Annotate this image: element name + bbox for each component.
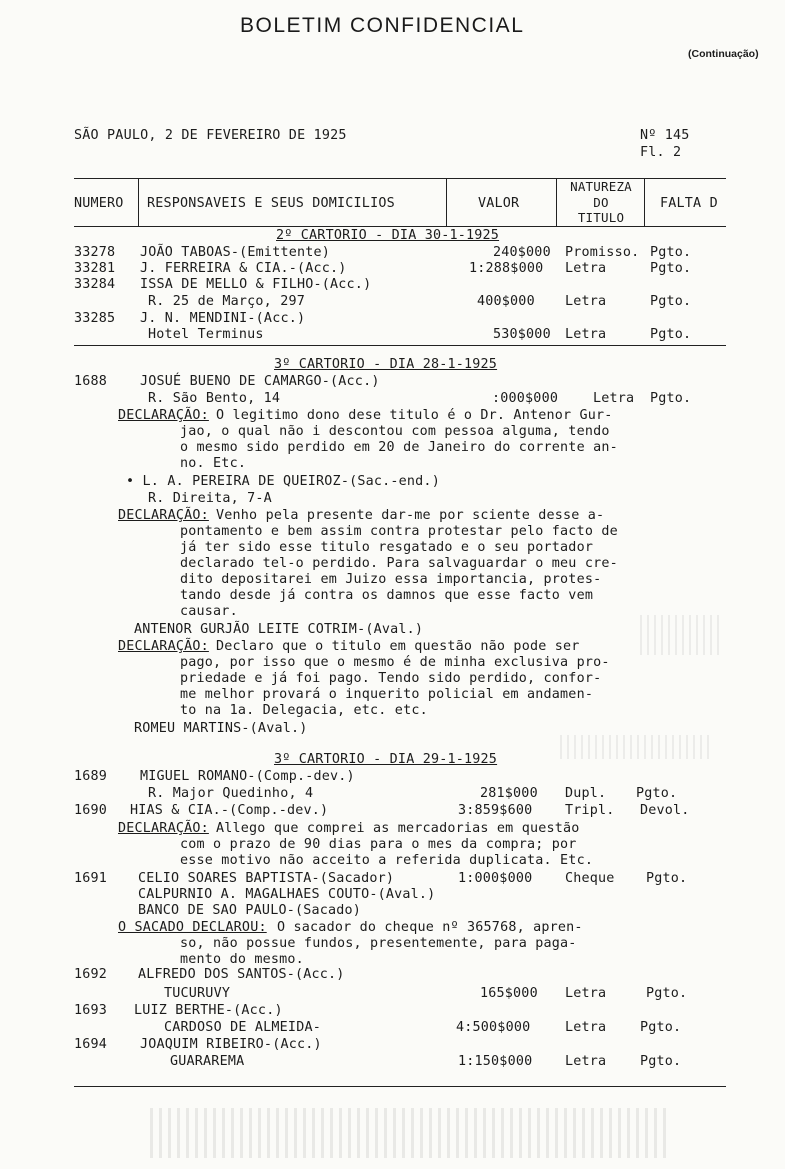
entry-fault: Pgto. bbox=[646, 986, 688, 1001]
declaration-text: já ter sido esse titulo resgatado e o seu portador bbox=[180, 540, 594, 555]
entry-number: 1690 bbox=[74, 803, 108, 818]
declaration-text: declarado tel-o perdido. Para salvaguardar o meu cre- bbox=[180, 556, 618, 571]
entry-value: 1:150$000 bbox=[458, 1054, 533, 1069]
section-heading-2: 3º CARTORIO - DIA 28-1-1925 bbox=[274, 357, 498, 372]
entry-address: Hotel Terminus bbox=[148, 327, 264, 342]
entry-value: 1:000$000 bbox=[458, 871, 533, 886]
entry-party: HIAS & CIA.-(Comp.-dev.) bbox=[130, 803, 329, 818]
entry-value: 165$000 bbox=[480, 986, 538, 1001]
declaration-label: DECLARAÇÃO: bbox=[118, 508, 209, 523]
entry-party: ISSA DE MELLO & FILHO-(Acc.) bbox=[140, 277, 372, 292]
declaration-text: to na 1a. Delegacia, etc. etc. bbox=[180, 703, 428, 718]
entry-address: TUCURUVY bbox=[164, 986, 231, 1001]
col-divider-4 bbox=[644, 178, 645, 226]
entry-nature: Letra bbox=[565, 1020, 607, 1035]
entry-number: 1692 bbox=[74, 967, 108, 982]
entry-nature: Letra bbox=[565, 1054, 607, 1069]
document-title: BOLETIM CONFIDENCIAL bbox=[240, 14, 525, 37]
declaration-label: DECLARAÇÃO: bbox=[118, 821, 209, 836]
entry-address: R. Major Quedinho, 4 bbox=[148, 786, 314, 801]
entry-nature: Letra bbox=[593, 391, 635, 406]
sacado-text: so, não possue fundos, presentemente, para paga- bbox=[180, 936, 577, 951]
declaration-text: o mesmo sido perdido em 20 de Janeiro do corrente an- bbox=[180, 440, 618, 455]
entry-nature: Letra bbox=[565, 327, 607, 342]
col-divider-3 bbox=[556, 178, 557, 226]
declaration-text: Venho pela presente dar-me por sciente desse a- bbox=[216, 508, 605, 523]
col-header-natureza-3: TITULO bbox=[577, 210, 625, 225]
bleed-through-noise bbox=[640, 615, 720, 655]
entry-fault: Pgto. bbox=[650, 327, 692, 342]
declaration-text: priedade e já foi pago. Tendo sido perdido, confor- bbox=[180, 671, 602, 686]
entry-party: CELIO SOARES BAPTISTA-(Sacador) bbox=[138, 871, 395, 886]
entry-nature: Tripl. bbox=[565, 803, 615, 818]
declaration-label: DECLARAÇÃO: bbox=[118, 639, 209, 654]
entry-address: R. São Bento, 14 bbox=[148, 391, 281, 406]
col-header-numero: NUMERO bbox=[74, 196, 124, 211]
declaration-text: no. Etc. bbox=[180, 456, 247, 471]
sacado-text: mento do mesmo. bbox=[180, 952, 304, 967]
sacador-name: L. A. PEREIRA DE QUEIROZ-(Sac.-end.) bbox=[142, 474, 440, 489]
continuation-note: (Continuação) bbox=[688, 48, 759, 60]
sacado-text: O sacador do cheque nº 365768, apren- bbox=[277, 920, 583, 935]
entry-value: 530$000 bbox=[493, 327, 551, 342]
bleed-through-noise bbox=[560, 735, 710, 759]
declaration-label: DECLARAÇÃO: bbox=[118, 408, 209, 423]
entry-address: GUARAREMA bbox=[170, 1054, 245, 1069]
entry-nature: Promisso. bbox=[565, 245, 640, 260]
entry-fault: Pgto. bbox=[650, 294, 692, 309]
entry-number: 1689 bbox=[74, 769, 108, 784]
aval-name: ROMEU MARTINS-(Aval.) bbox=[134, 721, 308, 736]
aval-name: ANTENOR GURJÃO LEITE COTRIM-(Aval.) bbox=[134, 622, 424, 637]
declaration-text: com o prazo de 90 dias para o mes da compra; por bbox=[180, 837, 577, 852]
entry-fault: Pgto. bbox=[640, 1054, 682, 1069]
col-header-valor: VALOR bbox=[478, 196, 520, 211]
bottom-rule bbox=[74, 1086, 726, 1087]
entry-value: 240$000 bbox=[493, 245, 551, 260]
col-divider-1 bbox=[138, 178, 139, 226]
entry-number: 33284 bbox=[74, 277, 116, 292]
header-rule-bottom bbox=[74, 226, 726, 227]
declaration-text: jao, o qual não i descontou com pessoa alguma, tendo bbox=[180, 424, 610, 439]
declaration-text: me melhor provará o inquerito policial em andamen- bbox=[180, 687, 594, 702]
col-header-natureza-1: NATUREZA bbox=[570, 179, 632, 194]
section-heading-3: 3º CARTORIO - DIA 29-1-1925 bbox=[274, 752, 498, 767]
entry-value: 281$000 bbox=[480, 786, 538, 801]
entry-number: 33278 bbox=[74, 245, 116, 260]
declaration-text: pago, por isso que o mesmo é de minha exclusiva pro- bbox=[180, 655, 610, 670]
entry-value: 400$000 bbox=[477, 294, 535, 309]
entry-fault: Pgto. bbox=[650, 391, 692, 406]
entry-party: MIGUEL ROMANO-(Comp.-dev.) bbox=[140, 769, 355, 784]
entry-number: 1691 bbox=[74, 871, 108, 886]
entry-number: 1688 bbox=[74, 374, 108, 389]
entry-fault: Pgto. bbox=[640, 1020, 682, 1035]
declaration-text: Declaro que o titulo em questão não pode ser bbox=[216, 639, 580, 654]
entry-party: ALFREDO DOS SANTOS-(Acc.) bbox=[138, 967, 345, 982]
entry-fault: Pgto. bbox=[650, 261, 692, 276]
bleed-through-noise bbox=[150, 1108, 670, 1158]
entry-address: CARDOSO DE ALMEIDA- bbox=[164, 1020, 321, 1035]
col-header-responsaveis: RESPONSAVEIS E SEUS DOMICILIOS bbox=[147, 196, 395, 211]
sheet-number: Fl. 2 bbox=[640, 145, 682, 160]
declaration-text: dito depositarei em Juizo essa importancia, protes- bbox=[180, 572, 602, 587]
section-heading-1: 2º CARTORIO - DIA 30-1-1925 bbox=[276, 228, 500, 243]
entry-value: :000$000 bbox=[492, 391, 559, 406]
declaration-text: causar. bbox=[180, 604, 238, 619]
entry-nature: Dupl. bbox=[565, 786, 607, 801]
entry-nature: Letra bbox=[565, 986, 607, 1001]
entry-nature: Letra bbox=[565, 294, 607, 309]
entry-fault: Pgto. bbox=[646, 871, 688, 886]
declaration-text: tando desde já contra os damnos que esse facto vem bbox=[180, 588, 594, 603]
entry-party: JOÃO TABOAS-(Emittente) bbox=[140, 245, 331, 260]
declaration-text: pontamento e bem assim contra protestar pelo facto de bbox=[180, 524, 618, 539]
entry-value: 4:500$000 bbox=[456, 1020, 531, 1035]
col-header-natureza-2: DO bbox=[593, 195, 609, 210]
entry-party: CALPURNIO A. MAGALHAES COUTO-(Aval.) bbox=[138, 887, 436, 902]
entry-fault: Pgto. bbox=[650, 245, 692, 260]
entry-party: LUIZ BERTHE-(Acc.) bbox=[134, 1003, 283, 1018]
entry-number: 33285 bbox=[74, 311, 116, 326]
entry-fault: Devol. bbox=[640, 803, 690, 818]
declaration-text: esse motivo não acceito a referida duplicata. Etc. bbox=[180, 853, 594, 868]
place-date: SÃO PAULO, 2 DE FEVEREIRO DE 1925 bbox=[74, 128, 347, 143]
entry-value: 3:859$600 bbox=[458, 803, 533, 818]
entry-number: 1694 bbox=[74, 1037, 108, 1052]
entry-party: JOSUÉ BUENO DE CAMARGO-(Acc.) bbox=[140, 374, 380, 389]
sacador-address: R. Direita, 7-A bbox=[148, 491, 272, 506]
declaration-text: O legitimo dono dese titulo é o Dr. Antenor Gur- bbox=[216, 408, 613, 423]
entry-party: J. N. MENDINI-(Acc.) bbox=[140, 311, 306, 326]
entry-party: J. FERREIRA & CIA.-(Acc.) bbox=[140, 261, 347, 276]
declaration-text: Allego que comprei as mercadorias em questão bbox=[216, 821, 580, 836]
sacado-label: O SACADO DECLAROU: bbox=[118, 920, 267, 935]
entry-value: 1:288$000 bbox=[469, 261, 544, 276]
entry-party: BANCO DE SAO PAULO-(Sacado) bbox=[138, 903, 362, 918]
bulletin-number: Nº 145 bbox=[640, 128, 690, 143]
section-rule bbox=[74, 345, 726, 346]
entry-fault: Pgto. bbox=[636, 786, 678, 801]
entry-nature: Cheque bbox=[565, 871, 615, 886]
entry-nature: Letra bbox=[565, 261, 607, 276]
entry-address: R. 25 de Março, 297 bbox=[148, 294, 305, 309]
col-header-falta: FALTA D bbox=[660, 196, 718, 211]
entry-party: JOAQUIM RIBEIRO-(Acc.) bbox=[140, 1037, 322, 1052]
col-divider-2 bbox=[446, 178, 447, 226]
entry-number: 1693 bbox=[74, 1003, 108, 1018]
entry-number: 33281 bbox=[74, 261, 116, 276]
